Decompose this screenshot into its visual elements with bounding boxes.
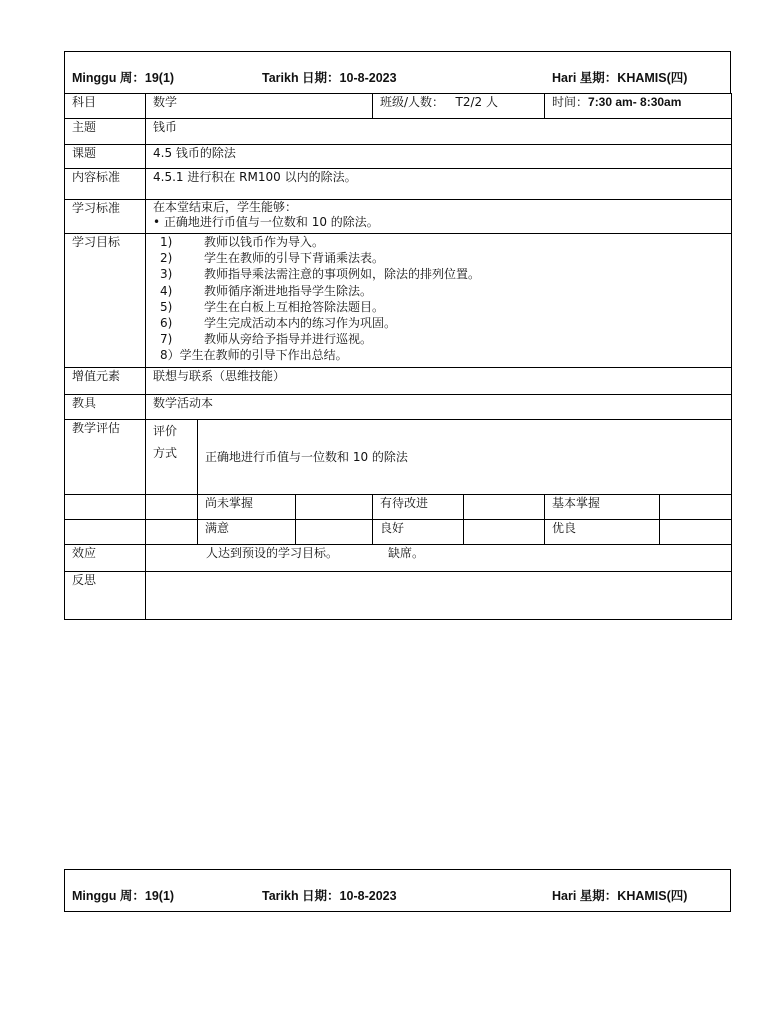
theme-label: 主题	[65, 119, 146, 145]
reflection-label: 反思	[65, 572, 146, 620]
objectives-label: 学习目标	[65, 234, 146, 368]
date-label: Tarikh 日期：10-8-2023	[262, 889, 397, 903]
lesson-plan-table	[64, 93, 732, 620]
reflection-row	[65, 572, 732, 620]
week-label: Minggu 周：19(1)	[72, 889, 175, 903]
objective-item: 6) 学生完成活动本内的练习作为巩固。	[160, 316, 397, 331]
class-value: T2/2 人	[455, 95, 498, 109]
learning-standard-row	[65, 200, 732, 234]
lesson-header-top	[64, 51, 731, 94]
effect-text-achieved: 人达到预设的学习目标。	[206, 546, 339, 560]
objective-item-last: 8）学生在教师的引导下作出总结。	[160, 348, 348, 363]
date-label: Tarikh 日期：10-8-2023	[262, 71, 397, 85]
topic-label: 课题	[65, 145, 146, 169]
level-not-mastered: 尚未掌握	[198, 495, 296, 520]
week-label: Minggu 周：19(1)	[72, 71, 175, 85]
topic-row	[65, 145, 732, 169]
effect-row	[65, 545, 732, 572]
teaching-aids-label: 教具	[65, 395, 146, 420]
level-needs-improvement: 有待改进	[373, 495, 464, 520]
learning-standard-label: 学习标准	[65, 200, 146, 234]
value-added-label: 增值元素	[65, 368, 146, 395]
time-value: 7:30 am- 8:30am	[588, 95, 682, 109]
subject-value: 数学	[146, 94, 373, 119]
objective-item: 1) 教师以钱币作为导入。	[160, 235, 325, 249]
content-standard-label: 内容标准	[65, 169, 146, 200]
evaluation-method-cell	[146, 420, 198, 495]
level-good: 良好	[373, 520, 464, 545]
effect-label: 效应	[65, 545, 146, 572]
theme-value: 钱币	[146, 119, 732, 145]
objective-item: 3) 教师指导乘法需注意的事项例如，除法的排列位置。	[160, 267, 481, 282]
evaluation-label: 教学评估	[65, 420, 146, 495]
objective-item: 2) 学生在教师的引导下背诵乘法表。	[160, 251, 385, 266]
level-basic-mastery: 基本掌握	[545, 495, 660, 520]
effect-text-absent: 缺席。	[388, 546, 425, 560]
time-label: 时间：	[552, 95, 589, 109]
effect-cell	[146, 545, 732, 572]
level-satisfactory: 满意	[198, 520, 296, 545]
subject-row	[65, 94, 732, 119]
objective-item: 7) 教师从旁给予指导并进行巡视。	[160, 332, 373, 347]
level-excellent: 优良	[545, 520, 660, 545]
lesson-header-bottom	[64, 869, 731, 912]
day-label: Hari 星期：KHAMIS(四)	[552, 889, 688, 903]
day-label: Hari 星期：KHAMIS(四)	[552, 71, 688, 85]
objectives-row	[65, 234, 732, 368]
teaching-aids-row	[65, 395, 732, 420]
learning-standard-line1: 在本堂结束后，学生能够：	[153, 200, 298, 214]
objective-item: 4) 教师循序渐进地指导学生除法。	[160, 283, 373, 298]
content-standard-row	[65, 169, 732, 200]
value-added-row	[65, 368, 732, 395]
objective-item: 5) 学生在白板上互相抢答除法题目。	[160, 299, 385, 314]
evaluation-row	[65, 420, 732, 495]
reflection-value	[146, 572, 732, 620]
evaluation-method-line1: 评价	[153, 424, 178, 438]
time-cell	[545, 94, 732, 119]
content-standard-value: 4.5.1 进行积在 RM100 以内的除法。	[146, 169, 732, 200]
learning-standard-cell	[146, 200, 732, 234]
subject-label: 科目	[65, 94, 146, 119]
evaluation-method-line2: 方式	[153, 446, 178, 460]
evaluation-value: 正确地进行币值与一位数和 10 的除法	[198, 420, 732, 495]
learning-standard-line2: • 正确地进行币值与一位数和 10 的除法。	[153, 215, 379, 229]
level-row-2	[65, 520, 732, 545]
topic-value: 4.5 钱币的除法	[146, 145, 732, 169]
level-row-1	[65, 495, 732, 520]
teaching-aids-value: 数学活动本	[146, 395, 732, 420]
objectives-cell	[146, 234, 732, 368]
class-cell	[373, 94, 545, 119]
value-added-value: 联想与联系（思维技能）	[146, 368, 732, 395]
class-label: 班级/人数：	[380, 95, 445, 109]
theme-row	[65, 119, 732, 145]
